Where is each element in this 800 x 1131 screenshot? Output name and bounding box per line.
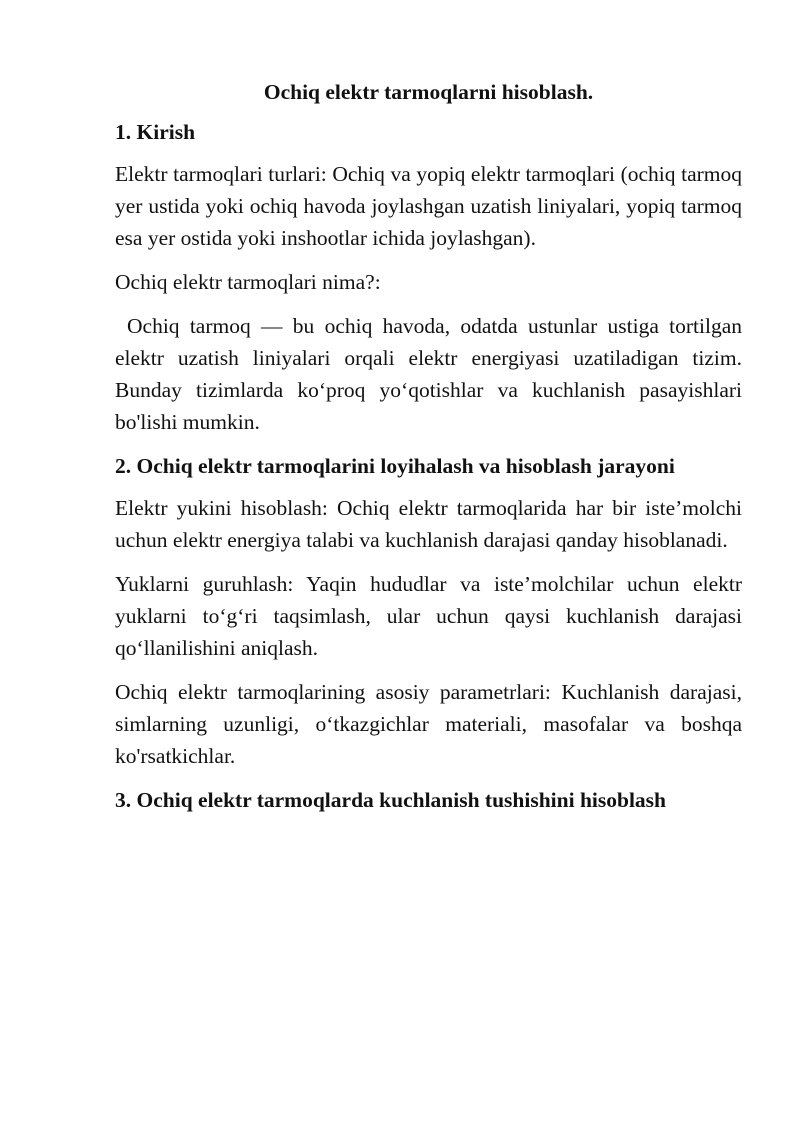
paragraph-open-network-definition: Ochiq tarmoq — bu ochiq havoda, odatda ustunlar ustiga tortilgan elektr uzatish liniyalari orqali elektr energiyasi uzatiladigan tizim. Bunday tizimlarda ko‘proq yo‘qotishlar va kuchlanish pasayishlari bo'lishi mumkin.: [115, 314, 742, 434]
paragraph-network-types: Elektr tarmoqlari turlari: Ochiq va yopiq elektr tarmoqlari (ochiq tarmoq yer ustida yoki ochiq havoda joylashgan uzatish liniyalari, yopiq tarmoq esa yer ostida yoki inshootlar ichida joylashgan).: [115, 162, 742, 250]
paragraph-load-grouping: Yuklarni guruhlash: Yaqin hududlar va iste’molchilar uchun elektr yuklarni to‘g‘ri taqsimlash, ular uchun qaysi kuchlanish darajasi qo‘llanilishini aniqlash.: [115, 572, 742, 660]
section-heading-intro: 1. Kirish: [115, 120, 196, 144]
paragraph-load-calculation: Elektr yukini hisoblash: Ochiq elektr tarmoqlarida har bir iste’molchi uchun elektr energiya talabi va kuchlanish darajasi qanday hisoblanadi.: [115, 496, 742, 552]
paragraph-question: Ochiq elektr tarmoqlari nima?:: [115, 270, 381, 294]
section-heading-voltage-drop: 3. Ochiq elektr tarmoqlarda kuchlanish tushishini hisoblash: [115, 788, 666, 812]
document-body: [115, 76, 742, 826]
document-title: Ochiq elektr tarmoqlarni hisoblash.: [263, 80, 594, 104]
paragraph-main-parameters: Ochiq elektr tarmoqlarining asosiy parametrlari: Kuchlanish darajasi, simlarning uzunligi, o‘tkazgichlar materiali, masofalar va boshqa ko'rsatkichlar.: [115, 680, 742, 768]
section-heading-design: 2. Ochiq elektr tarmoqlarini loyihalash va hisoblash jarayoni: [115, 454, 675, 478]
